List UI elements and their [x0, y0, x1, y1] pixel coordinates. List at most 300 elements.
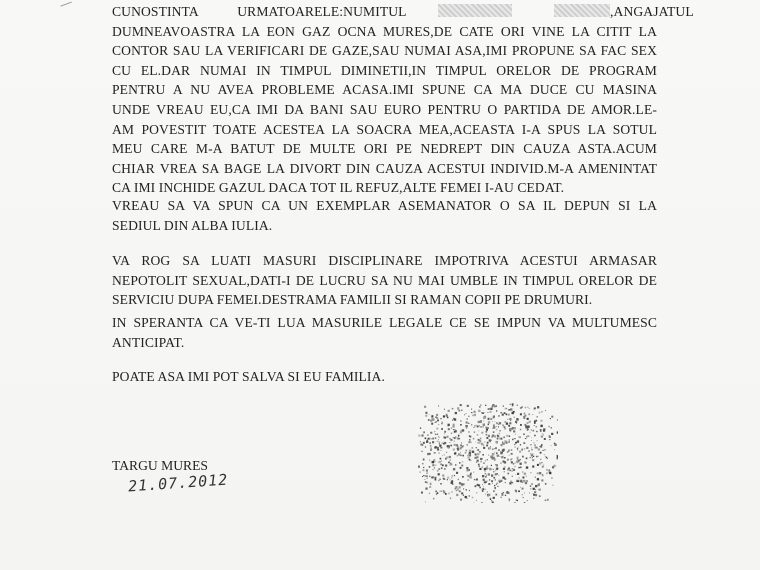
signature-noise-dot [504, 457, 506, 459]
signature-noise-dot [485, 471, 486, 472]
signature-noise-dot [469, 439, 471, 441]
signature-noise-dot [425, 438, 427, 440]
signature-noise-dot [423, 459, 424, 460]
signature-noise-dot [505, 421, 507, 423]
signature-noise-dot [428, 419, 430, 421]
signature-noise-dot [509, 500, 510, 501]
signature-noise-dot [476, 500, 477, 501]
signature-noise-dot [425, 412, 427, 414]
signature-noise-dot [537, 406, 539, 408]
signature-noise-dot [476, 447, 477, 448]
signature-noise-dot [490, 441, 491, 442]
signature-noise-dot [522, 456, 524, 458]
signature-noise-dot [435, 479, 437, 481]
signature-noise-dot [536, 456, 538, 458]
signature-noise-dot [528, 435, 530, 437]
signature-noise-dot [494, 460, 495, 461]
signature-noise-dot [465, 425, 467, 427]
signature-noise-dot [517, 442, 518, 443]
signature-noise-dot [535, 485, 537, 487]
signature-noise-dot [494, 487, 496, 489]
signature-noise-dot [476, 456, 478, 458]
signature-noise-dot [477, 449, 479, 451]
signature-noise-dot [493, 426, 495, 428]
signature-noise-dot [540, 452, 542, 454]
signature-noise-dot [437, 449, 439, 451]
line-1-2: DUMNEAVOASTRA LA EON GAZ OCNA MURES,DE CATE ORI VINE LA CITIT LA [112, 23, 657, 39]
signature-noise-dot [435, 434, 436, 435]
signature-noise-dot [488, 424, 489, 425]
signature-noise-dot [544, 438, 546, 440]
signature-noise-dot [485, 427, 487, 429]
signature-noise-dot [488, 473, 490, 475]
signature-noise-dot [537, 473, 539, 475]
signature-noise-dot [491, 500, 492, 501]
signature-noise-dot [517, 473, 519, 475]
signature-noise-dot [453, 429, 454, 430]
signature-noise-dot [519, 451, 521, 453]
signature-noise-dot [479, 425, 480, 426]
signature-noise-dot [435, 446, 437, 448]
signature-noise-dot [493, 497, 495, 499]
signature-noise-dot [422, 463, 423, 464]
signature-noise-dot [546, 457, 548, 459]
signature-noise-dot [512, 427, 514, 429]
signature-noise-dot [458, 479, 459, 480]
signature-noise-dot [462, 429, 464, 431]
signature-noise-dot [484, 468, 486, 470]
signature-noise-dot [434, 452, 436, 454]
signature-noise-dot [486, 437, 488, 439]
signature-noise-dot [514, 431, 515, 432]
signature-noise-dot [446, 457, 448, 459]
signature-noise-dot [451, 477, 452, 478]
signature-noise-dot [467, 455, 468, 456]
signature-noise-dot [532, 414, 533, 415]
signature-noise-dot [457, 449, 459, 451]
signature-noise-dot [445, 493, 447, 495]
signature-noise-dot [438, 439, 439, 440]
signature-noise-dot [528, 450, 530, 452]
redacted-signature-icon [418, 403, 558, 503]
signature-noise-dot [423, 467, 424, 468]
signature-noise-dot [504, 471, 505, 472]
line-4-1: IN SPERANTA CA VE-TI LUA MASURILE LEGALE CE SE IMPUN VA MULTUMESC [112, 315, 657, 330]
signature-noise-dot [468, 423, 469, 424]
signature-noise-dot [461, 483, 463, 485]
signature-noise-dot [494, 435, 496, 437]
signature-noise-dot [524, 480, 526, 482]
signature-noise-dot [488, 455, 489, 456]
signature-noise-dot [539, 472, 541, 474]
signature-noise-dot [520, 487, 521, 488]
signature-noise-dot [434, 431, 435, 432]
signature-noise-dot [510, 404, 511, 405]
paragraph-3 [112, 251, 657, 310]
signature-noise-dot [453, 437, 454, 438]
signature-noise-dot [482, 426, 484, 428]
signature-noise-dot [452, 475, 453, 476]
signature-noise-dot [447, 477, 449, 479]
signature-noise-dot [530, 457, 531, 458]
signature-noise-dot [508, 409, 510, 411]
signature-noise-dot [517, 500, 518, 501]
signature-noise-dot [500, 451, 501, 452]
signature-noise-dot [498, 449, 500, 451]
signature-noise-dot [510, 408, 512, 410]
signature-noise-dot [496, 441, 498, 443]
signature-noise-dot [451, 464, 453, 466]
signature-noise-dot [466, 489, 467, 490]
signature-noise-dot [439, 442, 440, 443]
signature-noise-dot [441, 460, 442, 461]
signature-noise-dot [516, 481, 517, 482]
signature-noise-dot [459, 490, 461, 492]
signature-noise-dot [449, 438, 450, 439]
signature-noise-dot [473, 438, 475, 440]
signature-noise-dot [449, 479, 450, 480]
signature-noise-dot [427, 453, 429, 455]
signature-noise-dot [507, 451, 508, 452]
signature-noise-dot [441, 491, 442, 492]
signature-noise-dot [520, 444, 521, 445]
signature-noise-dot [478, 485, 480, 487]
signature-noise-dot [515, 446, 516, 447]
signature-noise-dot [557, 419, 558, 421]
signature-noise-dot [444, 454, 445, 455]
signature-noise-dot [420, 428, 421, 429]
signature-noise-dot [432, 469, 433, 470]
signature-noise-dot [530, 453, 531, 454]
signature-noise-dot [507, 492, 509, 494]
signature-noise-dot [505, 408, 507, 410]
signature-noise-dot [472, 415, 473, 416]
signature-noise-dot [472, 447, 474, 449]
signature-noise-dot [503, 468, 505, 470]
signature-noise-dot [446, 452, 447, 453]
signature-noise-dot [505, 495, 506, 496]
signature-noise-dot [489, 479, 490, 480]
signature-noise-dot [513, 411, 515, 413]
signature-noise-dot [543, 434, 544, 435]
redacted-surname [554, 4, 610, 17]
signature-noise-dot [466, 469, 468, 471]
signature-noise-dot [470, 474, 472, 476]
signature-noise-dot [513, 469, 515, 471]
signature-noise-dot [480, 404, 482, 406]
signature-noise-dot [512, 468, 513, 469]
signature-noise-dot [459, 438, 460, 439]
signature-noise-dot [509, 482, 511, 484]
signature-noise-dot [522, 494, 523, 495]
signature-noise-dot [493, 477, 495, 479]
signature-noise-dot [520, 459, 521, 460]
signature-noise-dot [439, 437, 440, 438]
signature-noise-dot [461, 492, 463, 494]
signature-noise-dot [498, 426, 499, 427]
signature-noise-dot [554, 444, 556, 446]
signature-noise-dot [531, 449, 532, 450]
signature-noise-dot [534, 491, 536, 493]
signature-noise-dot [522, 488, 524, 490]
signature-noise-dot [539, 495, 541, 497]
signature-noise-dot [512, 476, 513, 477]
signature-noise-dot [462, 455, 464, 457]
signature-noise-dot [481, 489, 482, 490]
signature-noise-dot [430, 482, 431, 483]
signature-noise-dot [480, 458, 482, 460]
signature-noise-dot [479, 451, 481, 453]
signature-noise-dot [509, 418, 511, 420]
signature-noise-dot [430, 449, 432, 451]
signature-noise-dot [454, 475, 455, 476]
signature-noise-dot [546, 473, 548, 475]
signature-noise-dot [469, 435, 470, 436]
signature-noise-dot [533, 488, 535, 490]
signature-noise-dot [528, 413, 530, 415]
signature-noise-dot [418, 466, 420, 468]
signature-noise-dot [418, 435, 420, 437]
signature-noise-dot [524, 473, 526, 475]
signature-noise-dot [472, 497, 474, 499]
signature-noise-dot [473, 414, 475, 416]
signature-noise-dot [481, 502, 483, 503]
signature-noise-dot [514, 444, 515, 445]
signature-noise-dot [546, 469, 547, 470]
signature-noise-dot [422, 469, 424, 471]
signature-noise-dot [491, 465, 492, 466]
signature-noise-dot [486, 481, 487, 482]
signature-noise-dot [467, 498, 468, 499]
signature-noise-dot [492, 404, 493, 405]
signature-noise-dot [523, 442, 525, 444]
signature-noise-dot [516, 461, 518, 463]
signature-noise-dot [525, 462, 526, 463]
signature-noise-dot [531, 448, 532, 449]
signature-noise-dot [517, 458, 518, 459]
signature-noise-dot [459, 462, 460, 463]
signature-noise-dot [449, 456, 451, 458]
signature-noise-dot [457, 455, 458, 456]
signature-noise-dot [482, 475, 484, 477]
signature-noise-dot [488, 483, 490, 485]
signature-noise-dot [530, 432, 531, 433]
signature-noise-dot [541, 462, 542, 463]
signature-noise-dot [512, 458, 513, 459]
signature-noise-dot [549, 426, 550, 427]
signature-noise-dot [440, 458, 442, 460]
line-1-5: PENTRU A NU AVEA PROBLEME ACASA.IMI SPUNE CA MA DUCE CU MASINA [112, 82, 657, 98]
signature-noise-dot [503, 456, 504, 457]
signature-noise-dot [443, 478, 445, 480]
signature-noise-dot [540, 420, 542, 422]
signature-noise-dot [534, 407, 536, 409]
signature-noise-dot [535, 489, 536, 490]
signature-noise-dot [420, 441, 421, 442]
line-2-1: VREAU SA VA SPUN CA UN EXEMPLAR ASEMANATOR O SA IL DEPUN SI LA [112, 198, 657, 213]
signature-noise-dot [491, 458, 492, 459]
signature-noise-dot [477, 434, 479, 436]
signature-noise-dot [439, 461, 441, 463]
line-2-2: SEDIUL DIN ALBA IULIA. [112, 217, 273, 233]
signature-noise-dot [451, 433, 452, 434]
signature-noise-dot [511, 453, 513, 455]
signature-noise-dot [495, 473, 497, 475]
signature-noise-dot [537, 440, 538, 441]
signature-noise-dot [489, 468, 491, 470]
signature-noise-dot [523, 416, 525, 418]
signature-noise-dot [438, 447, 439, 448]
signature-noise-dot [518, 467, 519, 468]
signature-noise-dot [476, 425, 477, 426]
signature-noise-dot [439, 479, 440, 480]
signature-noise-dot [495, 447, 497, 449]
signature-noise-dot [435, 491, 437, 493]
signature-noise-dot [529, 421, 531, 423]
signature-noise-dot [431, 415, 433, 417]
signature-noise-dot [511, 461, 513, 463]
signature-noise-dot [483, 445, 484, 446]
signature-noise-dot [435, 421, 437, 423]
paragraph-1 [112, 2, 694, 198]
signature-noise-dot [539, 462, 541, 464]
signature-noise-dot [515, 434, 516, 435]
signature-noise-dot [483, 417, 485, 419]
signature-noise-dot [536, 431, 537, 432]
signature-noise-dot [480, 461, 482, 463]
signature-noise-dot [485, 460, 486, 461]
line-1-6: UNDE VREAU EU,CA IMI DA BANI SAU EURO PENTRU O PARTIDA DE AMOR.LE- [112, 101, 657, 117]
signature-noise-dot [518, 460, 520, 462]
signature-noise-dot [429, 486, 431, 488]
signature-noise-dot [472, 451, 474, 453]
signature-noise-dot [471, 412, 472, 413]
signature-noise-dot [509, 422, 511, 424]
signature-noise-dot [437, 470, 439, 472]
signature-noise-dot [494, 485, 495, 486]
signature-noise-dot [508, 467, 510, 469]
signature-noise-dot [470, 476, 472, 478]
signature-noise-dot [440, 491, 441, 492]
signature-noise-dot [490, 499, 491, 500]
signature-noise-dot [540, 429, 542, 431]
signature-noise-dot [498, 415, 500, 417]
signature-noise-dot [454, 441, 455, 442]
signature-noise-dot [431, 477, 432, 478]
signature-noise-dot [438, 462, 439, 463]
signature-noise-dot [543, 430, 545, 432]
signature-noise-dot [520, 463, 522, 465]
signature-noise-dot [445, 465, 447, 467]
signature-noise-dot [524, 448, 525, 449]
signature-noise-dot [547, 458, 548, 459]
signature-noise-dot [495, 421, 496, 422]
signature-noise-dot [468, 479, 469, 480]
signature-noise-dot [486, 475, 487, 476]
signature-noise-dot [490, 446, 491, 447]
signature-noise-dot [495, 479, 496, 480]
signature-noise-dot [426, 441, 428, 443]
signature-noise-dot [458, 447, 459, 448]
signature-noise-dot [485, 431, 487, 433]
signature-noise-dot [449, 442, 450, 443]
signature-noise-dot [537, 464, 539, 466]
signature-noise-dot [515, 421, 517, 423]
signature-noise-dot [501, 497, 502, 498]
signature-noise-dot [496, 405, 497, 406]
signature-noise-dot [425, 481, 427, 483]
signature-noise-dot [496, 429, 497, 430]
signature-noise-dot [503, 443, 505, 445]
signature-noise-dot [520, 413, 522, 415]
line-4-2: ANTICIPAT. [112, 334, 185, 350]
signature-noise-dot [500, 438, 502, 440]
signature-noise-dot [454, 444, 456, 446]
signature-noise-dot [516, 500, 517, 501]
signature-noise-dot [447, 479, 448, 480]
signature-noise-dot [499, 422, 501, 424]
signature-noise-dot [454, 449, 455, 450]
signature-noise-dot [429, 493, 430, 494]
signature-noise-dot [471, 442, 472, 443]
signature-noise-dot [433, 498, 435, 500]
signature-noise-dot [526, 480, 528, 482]
signature-noise-dot [501, 413, 502, 414]
signature-noise-dot [473, 472, 474, 473]
signature-noise-dot [487, 459, 488, 460]
signature-noise-dot [436, 417, 438, 419]
signature-noise-dot [425, 488, 427, 490]
signature-noise-dot [467, 418, 468, 419]
signature-noise-dot [469, 495, 471, 497]
signature-noise-dot [430, 445, 432, 447]
signature-noise-dot [476, 462, 477, 463]
signature-noise-dot [437, 420, 439, 422]
signature-noise-dot [503, 461, 505, 463]
signature-noise-dot [460, 445, 462, 447]
signature-noise-dot [486, 445, 488, 447]
signature-noise-dot [452, 426, 454, 428]
line-3-1: VA ROG SA LUATI MASURI DISCIPLINARE IMPOTRIVA ACESTUI ARMASAR [112, 253, 657, 268]
signature-noise-dot [475, 485, 477, 487]
signature-noise-dot [493, 469, 494, 470]
signature-noise-dot [527, 418, 529, 420]
signature-noise-dot [508, 414, 510, 416]
signature-noise-dot [495, 470, 496, 471]
signature-noise-dot [545, 500, 547, 502]
signature-noise-dot [448, 410, 450, 412]
signature-noise-dot [460, 447, 462, 449]
signature-noise-dot [454, 431, 456, 433]
signature-noise-dot [497, 486, 498, 487]
signature-noise-dot [421, 451, 422, 452]
signature-noise-dot [508, 473, 510, 475]
signature-noise-dot [504, 428, 505, 429]
signature-noise-dot [493, 471, 494, 472]
signature-noise-dot [545, 410, 546, 411]
signature-noise-dot [516, 418, 518, 420]
signature-noise-dot [498, 475, 499, 476]
signature-noise-dot [525, 407, 527, 409]
signature-noise-dot [525, 438, 526, 439]
signature-noise-dot [451, 491, 452, 492]
signature-noise-dot [510, 470, 512, 472]
signature-noise-dot [434, 461, 436, 463]
signature-noise-dot [427, 478, 428, 479]
signature-noise-dot [466, 413, 467, 414]
signature-noise-dot [468, 431, 469, 432]
signature-noise-dot [551, 445, 552, 446]
